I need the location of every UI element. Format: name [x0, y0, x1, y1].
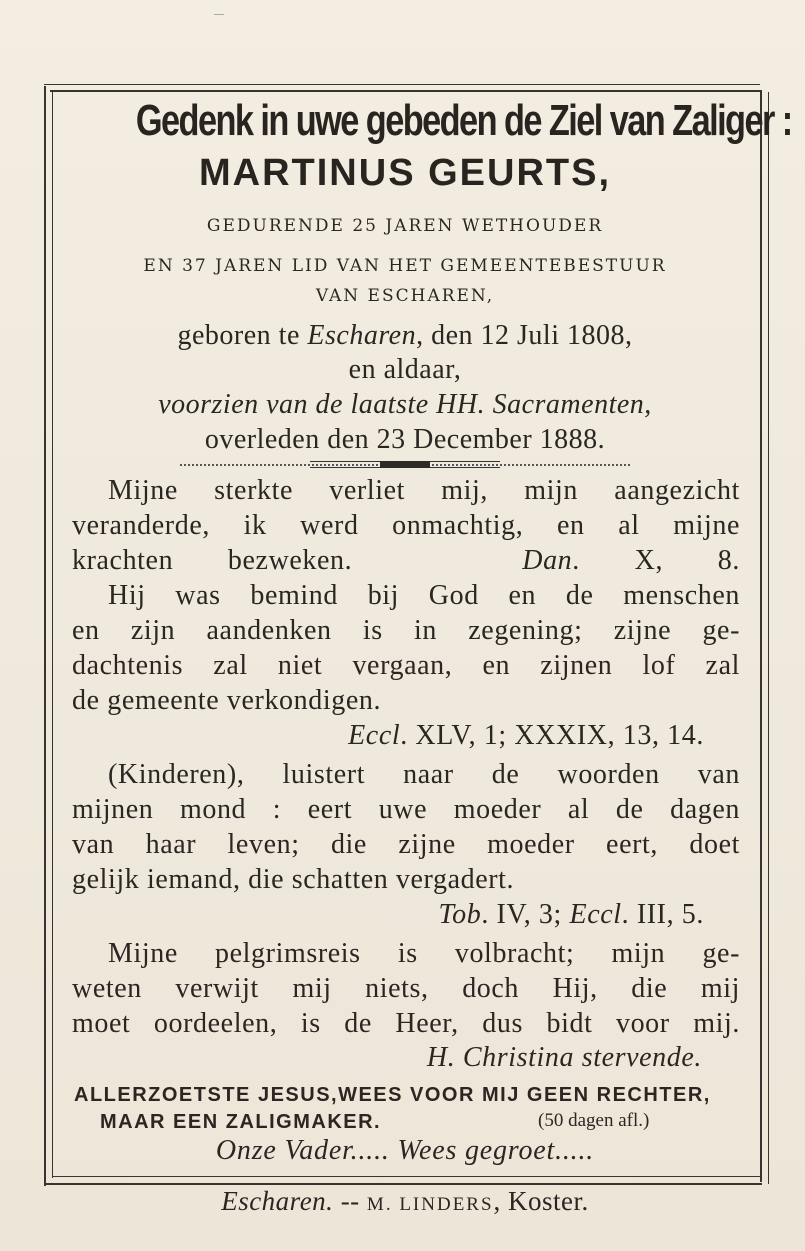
frame-border — [50, 90, 762, 92]
scripture-reference: Tob. IV, 3; Eccl. III, 5. — [438, 899, 704, 930]
text-line: gelijk iemand, die schatten vergadert. — [72, 864, 515, 895]
office-line-2: EN 37 JAREN LID VAN HET GEMEENTEBESTUUR — [143, 256, 667, 276]
signature-line: H. Christina stervende. — [426, 1042, 702, 1073]
passage-pilgrimage — [72, 936, 740, 1041]
closing-prayer: Onze Vader..... Wees gegroet..... — [215, 1135, 595, 1166]
office-line-1: GEDURENDE 25 JAREN WETHOUDER — [206, 216, 604, 236]
passage-daniel — [72, 473, 740, 578]
passage-ecclesiasticus — [72, 578, 740, 753]
text-line: Mijne pelgrimsreis is volbracht; mijn ge- — [108, 938, 740, 969]
text-line: de gemeente verkondigen. — [72, 685, 382, 716]
text-line: weten verwijt mij niets, doch Hij, die mij — [72, 973, 740, 1004]
indulgence-note: (50 dagen afl.) — [538, 1110, 650, 1131]
frame-border — [760, 90, 762, 1182]
frame-border — [768, 92, 769, 1184]
text-line: mijnen mond : eert uwe moeder al de dagen — [72, 794, 740, 825]
text-line: (Kinderen), luistert naar de woorden van — [108, 759, 740, 790]
prayer-line-1: ALLERZOETSTE JESUS,WEES VOOR MIJ GEEN RECHTER, — [74, 1084, 711, 1106]
text-line: van haar leven; die zijne moeder eert, doet — [72, 829, 740, 860]
frame-border — [52, 1176, 760, 1177]
scripture-reference: Eccl. XLV, 1; XXXIX, 13, 14. — [348, 720, 704, 751]
ornament-divider — [180, 460, 630, 470]
birth-line: geboren te Escharen, den 12 Juli 1808, — [177, 320, 633, 351]
office-line-3: VAN ESCHAREN, — [315, 286, 495, 306]
deceased-name: MARTINUS GEURTS, — [199, 152, 611, 194]
text-line: en zijn aandenken is in zegening; zijne ge- — [72, 615, 740, 646]
frame-border — [44, 86, 46, 1186]
text-line: moet oordeelen, is de Heer, dus bidt voor mij. — [72, 1008, 740, 1039]
frame-border — [52, 92, 53, 1178]
printer-footer: Escharen. -- M. LINDERS, Koster. — [221, 1186, 589, 1216]
text-line: Mijne sterkte verliet mij, mijn aangezicht — [108, 475, 740, 506]
passage-tobit — [72, 757, 740, 932]
top-mark — [214, 14, 224, 15]
sacraments-line: voorzien van de laatste HH. Sacramenten, — [158, 389, 652, 420]
death-line: overleden den 23 December 1888. — [204, 424, 606, 455]
prayer-line-2: MAAR EEN ZALIGMAKER. — [100, 1111, 382, 1133]
there-line: en aldaar, — [348, 354, 462, 385]
frame-border — [44, 84, 760, 85]
text-line: dachtenis zal niet vergaan, en zijnen lof zal — [72, 650, 740, 681]
text-line-with-reference: krachten bezweken. Dan. X, 8. — [72, 545, 740, 576]
card-title: Gedenk in uwe gebeden de Ziel van Zaliger : — [135, 96, 792, 145]
text-line: Hij was bemind bij God en de menschen — [108, 580, 740, 611]
frame-border — [44, 1183, 762, 1185]
text-line: veranderde, ik werd onmachtig, en al mijne — [72, 510, 740, 541]
